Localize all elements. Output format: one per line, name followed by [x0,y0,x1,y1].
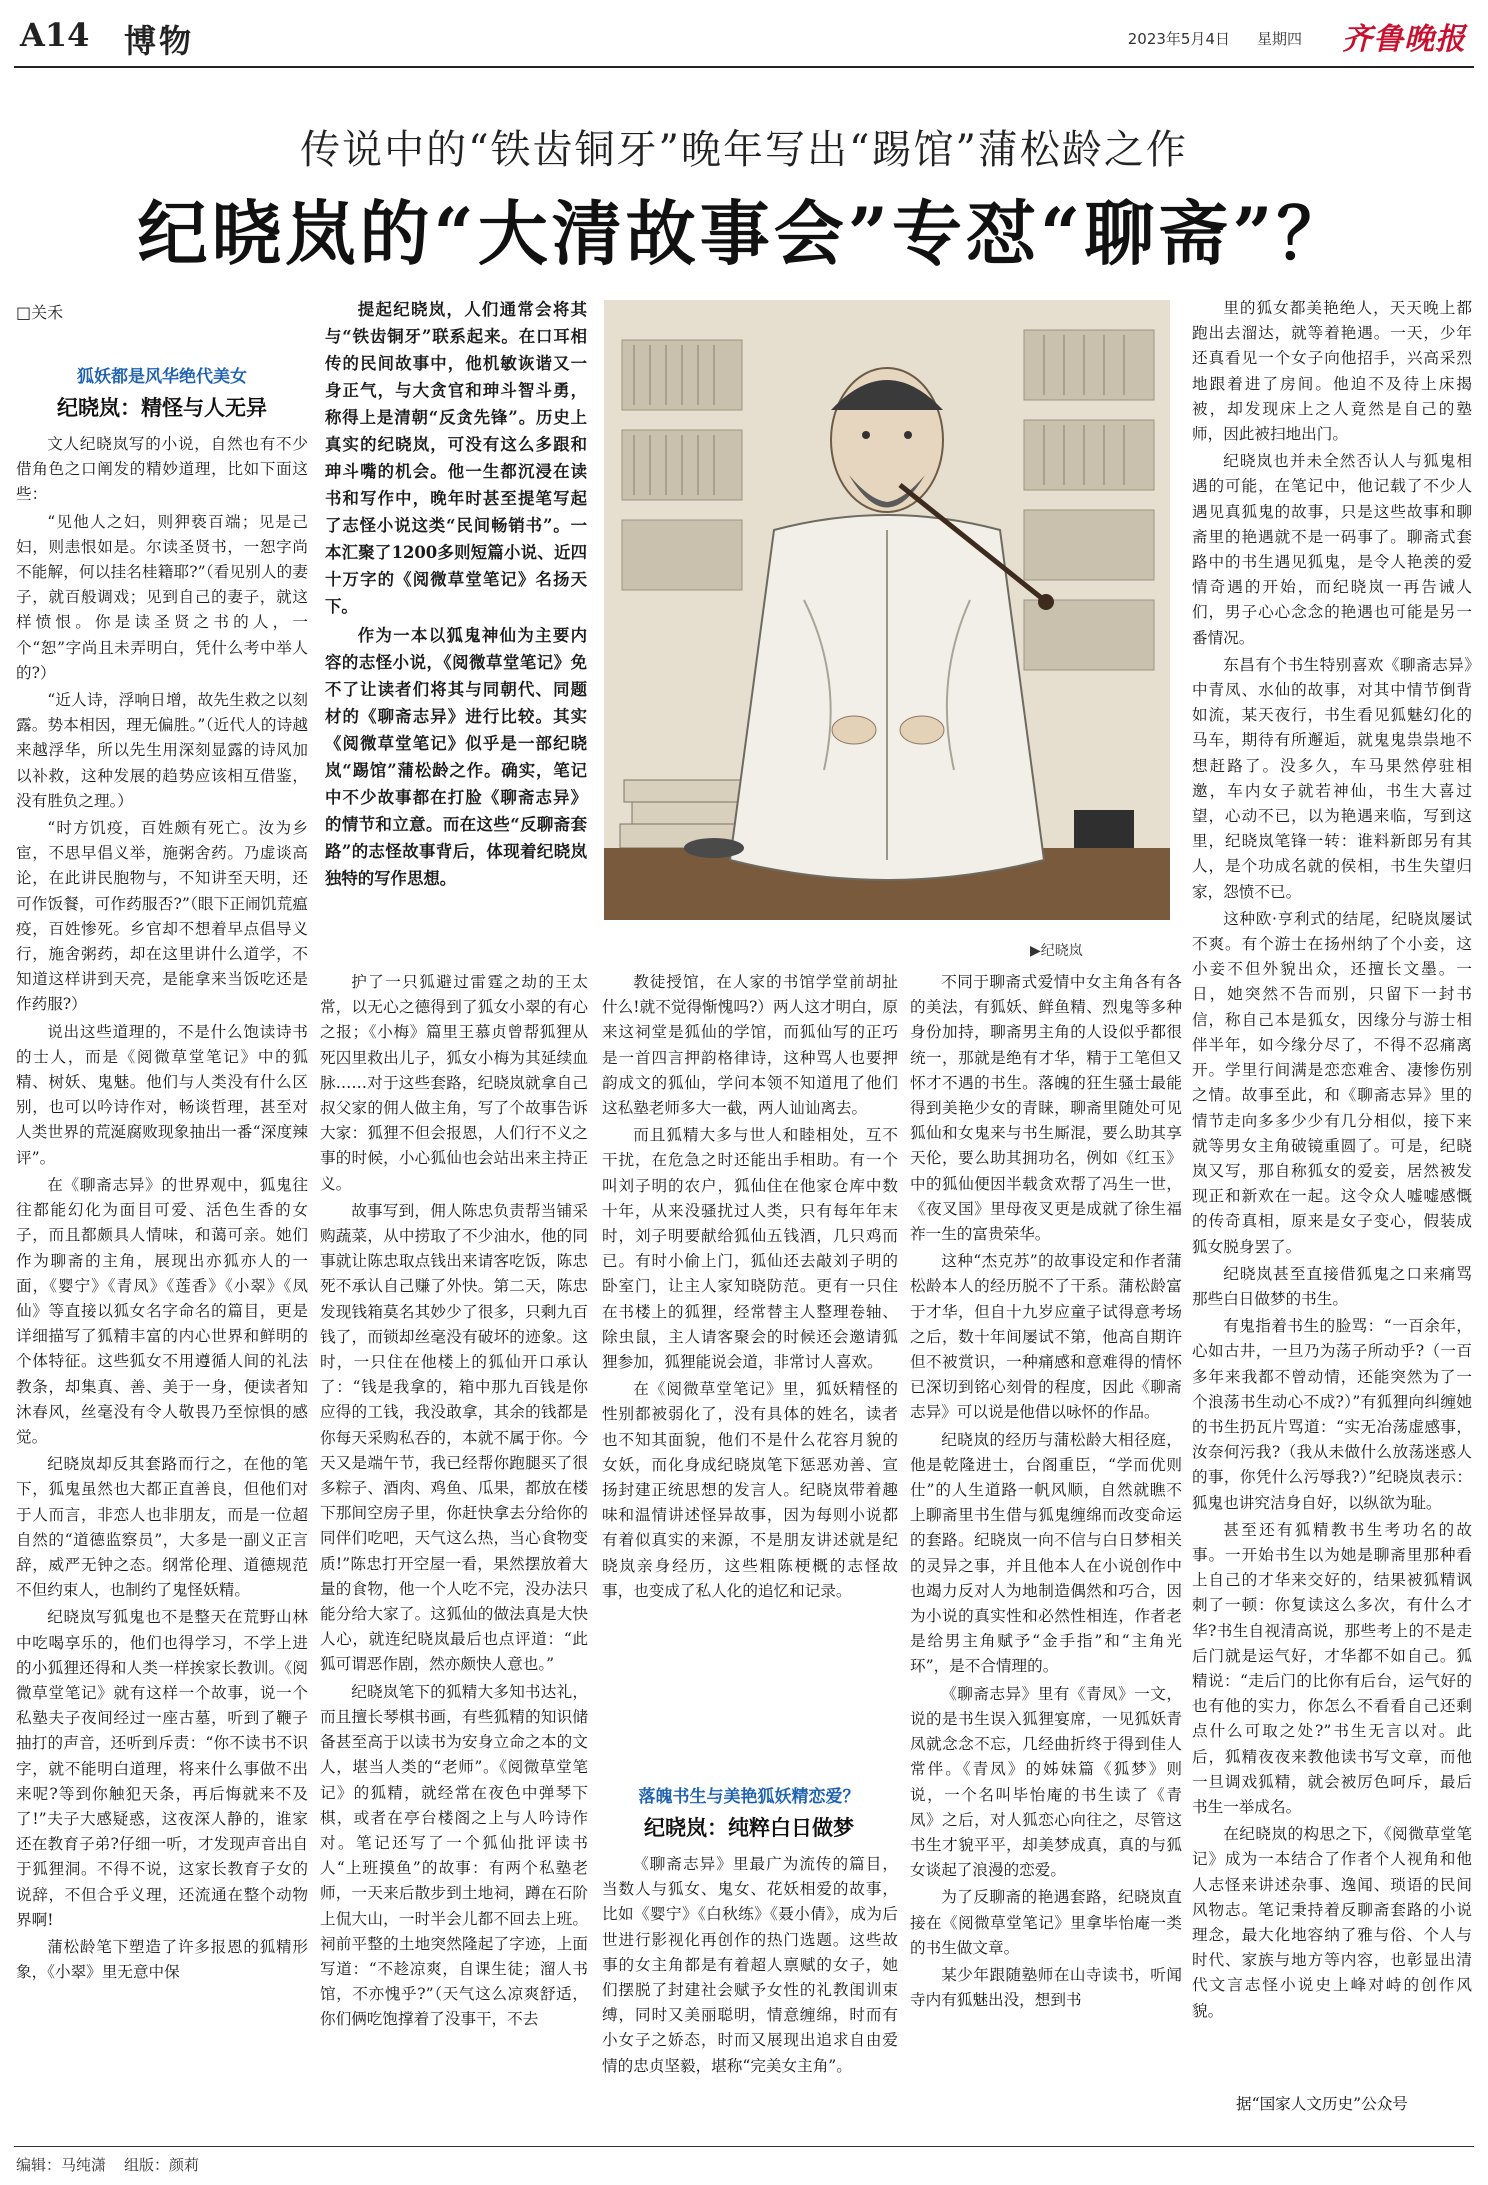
article-source: 据“国家人文历史”公众号 [1236,2095,1408,2113]
paragraph: 甚至还有狐精教书生考功名的故事。一开始书生以为她是聊斋里那种看上自己的才华来交好的，结果被狐精讽刺了一顿：你复读这么多次，有什么才华?书生自视清高说，那些考上的不是走后门就是运气好，才华都不如自己。狐精说：“走后门的比你有后台，运气好的也有他的实力，你怎么不看看自己还剩点什么可取之处?”书生无言以对。此后，狐精夜夜来教他读书写文章，而他一旦调戏狐精，就会被厉色呵斥，最后书生一举成名。 [1192,1520,1472,1816]
article-intro [325,296,587,936]
photo-caption: ▶纪晓岚 [1030,943,1083,959]
paragraph: 《聊斋志异》里最广为流传的篇目，当数人与狐女、鬼女、花妖相爱的故事，比如《婴宁》《白秋练》《聂小倩》，成为后世进行影视化再创作的热门选题。这些故事的女主角都是有着超人禀赋的女子，她们摆脱了封建社会赋予女性的礼教闺训束缚，同时又美丽聪明，情意缠绵，时而有小女子之娇态，时而又展现出追求自由爱情的忠贞坚毅，堪称“完美女主角”。 [602,1855,898,2075]
portrait-illustration [604,300,1170,920]
paragraph: 《聊斋志异》里有《青凤》一文，说的是书生误入狐狸宴席，一见狐妖青凤就念念不忘，几经曲折终于得到佳人常伴。《青凤》的姊妹篇《狐梦》则说，一个名叫毕怡庵的书生读了《青凤》之后，对人狐恋心向往之，尽管这书生才貌平平，却美梦成真，真的与狐女谈起了浪漫的恋爱。 [910,1684,1182,1880]
article-column-4 [910,970,1182,2140]
paragraph: 里的狐女都美艳绝人，天天晚上都跑出去溜达，就等着艳遇。一天，少年还真看见一个女子向他招手，兴高采烈地跟着进了房间。他迫不及待上床揭被，却发现床上之人竟然是自己的塾师，因此被扫地出门。 [1192,299,1472,444]
intro-paragraph: 作为一本以狐鬼神仙为主要内容的志怪小说，《阅微草堂笔记》免不了让读者们将其与同朝代、同题材的《聊斋志异》进行比较。其实《阅微草堂笔记》似乎是一部纪晓岚“踢馆”蒲松龄之作。确实，笔记中不少故事都在打脸《聊斋志异》的情节和立意。而在这些“反聊斋套路”的志怪故事背后，体现着纪晓岚独特的写作思想。 [325,626,587,888]
paragraph: 纪晓岚也并未全然否认人与狐鬼相遇的可能，在笔记中，他记载了不少人遇见真狐鬼的故事，只是这些故事和聊斋里的艳遇就不是一码事了。聊斋式套路中的书生遇见狐鬼，是令人艳羡的爱情奇遇的开始，而纪晓岚一再告诫人们，男子心心念念的艳遇也可能是另一番情况。 [1192,452,1472,647]
intro-paragraph: 提起纪晓岚，人们通常会将其与“铁齿铜牙”联系起来。在口耳相传的民间故事中，他机敏诙谐又一身正气，与大贪官和珅斗智斗勇，称得上是清朝“反贪先锋”。历史上真实的纪晓岚，可没有这么多跟和珅斗嘴的机会。他一生都沉浸在读书和写作中，晚年时甚至提笔写起了志怪小说这类“民间畅销书”。一本汇聚了1200多则短篇小说、近四十万字的《阅微草堂笔记》名扬天下。 [325,300,587,616]
paragraph: 在纪晓岚的构思之下，《阅微草堂笔记》成为一本结合了作者个人视角和他人志怪来讲述杂事、逸闻、琐语的民间风物志。笔记秉持着反聊斋套路的小说理念，最大化地容纳了雅与俗、个人与时代、家族与地方等内容，也彰显出清代文言志怪小说史上峰对峙的创作风貌。 [1192,1825,1472,2020]
headline: 纪晓岚的“大清故事会”专怼“聊斋”？ [137,192,1351,275]
section-kicker-2: 落魄书生与美艳狐妖精恋爱？ [638,1787,860,1807]
article-column-3 [602,970,898,1770]
paragraph: 纪晓岚的经历与蒲松龄大相径庭，他是乾隆进士，台阁重臣，“学而优则仕”的人生道路一帆风顺，自然就瞧不上聊斋里书生借与狐鬼缠绵而改变命运的套路。纪晓岚一向不信与白日梦相关的灵异之事，并且他本人在小说创作中也竭力反对人为地制造偶然和巧合，因为小说的真实性和必然性相连，作者老是给男主角赋予“金手指”和“主角光环”，是不合情理的。 [910,1430,1182,1676]
masthead [14,10,1474,68]
paragraph: “近人诗，浮响日增，故先生救之以刻露。势本相因，理无偏胜。”（近代人的诗越来越浮华，所以先生用深刻显露的诗风加以补救，这种发展的趋势应该相互借鉴，没有胜负之理。） [16,691,308,810]
paragraph: 纪晓岚甚至直接借狐鬼之口来痛骂那些白日做梦的书生。 [1192,1264,1472,1308]
paragraph: 纪晓岚笔下的狐精大多知书达礼，而且擅长琴棋书画，有些狐精的知识储备甚至高于以读书为安身立命之本的文人，堪当人类的“老师”。《阅微草堂笔记》的狐精，就经常在夜色中弹琴下棋，或者在亭台楼阁之上与人吟诗作对。笔记还写了一个狐仙批评读书人“上班摸鱼”的故事：有两个私塾老师，一天来后散步到土地祠，蹲在石阶上侃大山，一时半会儿都不回去上班。祠前平整的土地突然隆起了字迹，上面写道：“不趁凉爽，自课生徒；溜人书馆，不亦愧乎?”（天气这么凉爽舒适，你们俩吃饱撑着了没事干，不去 [320,1682,588,2029]
section-title-2: 纪晓岚：纯粹白日做梦 [644,1815,854,1840]
article-column-2 [320,970,588,2140]
footer-divider [14,2146,1474,2147]
paragraph: 某少年跟随塾师在山寺读书，听闻寺内有狐魅出没，想到书 [910,1965,1182,2010]
paragraph: 蒲松龄笔下塑造了许多报恩的狐精形象，《小翠》里无意中保 [16,1937,308,1982]
page-number: A14 [20,16,90,54]
section-name: 博物 [124,22,195,60]
paragraph: 纪晓岚却反其套路而行之，在他的笔下，狐鬼虽然也大都正直善良，但他们对于人而言，非恋人也非朋友，而是一位超自然的“道德监察员”，大多是一副义正言辞，威严无钟之态。纲常伦理、道德规范不但约束人，也制约了鬼怪妖精。 [16,1455,308,1600]
paragraph: “见他人之妇，则狎亵百端；见是己妇，则恚恨如是。尔读圣贤书，一恕字尚不能解，何以挂名桂籍耶?”（看见别人的妻子，就百般调戏；见到自己的妻子，就这样愤恨。你是读圣贤之书的人，一个“恕”字尚且未弄明白，凭什么考中举人的?） [16,512,308,682]
portrait-image [604,300,1170,920]
paragraph: 说出这些道理的，不是什么饱读诗书的士人，而是《阅微草堂笔记》中的狐精、树妖、鬼魅。他们与人类没有什么区别，也可以吟诗作对，畅谈哲理，甚至对人类世界的荒涎腐败现象抽出一番“深度辣评”。 [16,1022,308,1167]
byline: □关禾 [16,303,64,322]
newspaper-logo: 齐鲁晚报 [1342,22,1466,57]
paragraph: 在《聊斋志异》的世界观中，狐鬼往往都能幻化为面目可爱、活色生香的女子，而且都颇具人情味，和蔼可亲。她们作为聊斋的主角，展现出亦狐亦人的一面，《婴宁》《青凤》《莲香》《小翠》《凤仙》等直接以狐女名字命名的篇目，更是详细描写了狐精丰富的内心世界和鲜明的个体特征。这些狐女不用遵循人间的礼法教条，却集真、善、美于一身，便读者知沐春风，丝毫没有令人敬畏乃至惊惧的感觉。 [16,1175,308,1446]
paragraph: 不同于聊斋式爱情中女主角各有各的美法，有狐妖、鲜鱼精、烈鬼等多种身份加持，聊斋男主角的人设似乎都很统一，那就是绝有才华，精于工笔但又怀才不遇的书生。落魄的狂生骚士最能得到美艳少女的青睐，聊斋里随处可见狐仙和女鬼来与书生厮混，要么助其享天伦，要么助其拥功名，例如《红玉》中的狐仙便因半载贪欢帮了冯生一世，《夜叉国》里母夜叉更是成就了徐生福祚一生的富贵荣华。 [910,973,1182,1244]
article-column-5 [1192,296,1472,2086]
issue-weekday: 星期四 [1256,30,1302,48]
subheadline: 传说中的“铁齿铜牙”晚年写出“踢馆”蒲松龄之作 [300,127,1188,173]
paragraph: 文人纪晓岚写的小说，自然也有不少借角色之口阐发的精妙道理，比如下面这些： [16,435,308,504]
article-column-1 [16,432,308,2140]
paragraph: “时方饥疫，百姓颇有死亡。汝为乡宦，不思早倡义举，施粥舍药。乃虚谈高论，在此讲民胞物与，不知讲至天明，还可作饭餐，可作药服否?”（眼下正闹饥荒瘟疫，百姓惨死。乡官却不想着早点倡导义行，施舍粥药，却在这里讲什么道学，不知道这样讲到天亮，是能拿来当饭吃还是作药服?） [16,819,308,1014]
paragraph: 护了一只狐避过雷霆之劫的王太常，以无心之德得到了狐女小翠的有心之报；《小梅》篇里王慕贞曾帮狐狸从死囚里救出儿子，狐女小梅为其延续血脉……对于这些套路，纪晓岚就拿自己叔父家的佣人做主角，写了个故事告诉大家：狐狸不但会报恩，人们行不义之事的时候，小心狐仙也会站出来主持正义。 [320,973,588,1193]
issue-date: 2023年5月4日 [1127,30,1230,48]
section-kicker-1: 狐妖都是风华绝代美女 [77,367,247,387]
paragraph: 东昌有个书生特别喜欢《聊斋志异》中青凤、水仙的故事，对其中情节倒背如流，某天夜行，书生看见狐魅幻化的马车，期待有所邂逅，就鬼鬼祟祟地不想赶路了。没多久，车马果然停驻相邀，车内女子就若神仙，书生大喜过望，心动不已，以为艳遇来临，写到这里，纪晓岚笔锋一转：谁料新郎另有其人，是个功成名就的侯相，书生失望归家，怨愤不已。 [1192,655,1472,901]
paragraph: 在《阅微草堂笔记》里，狐妖精怪的性别都被弱化了，没有具体的姓名，读者也不知其面貌，他们不是什么花容月貌的女妖，而化身成纪晓岚笔下惩恶劝善、宣扬封建正统思想的发言人。纪晓岚带着趣味和温情讲述怪异故事，因为每则小说都有着似真实的来源，不是朋友讲述就是纪晓岚亲身经历，这些粗陈梗概的志怪故事，也变成了私人化的追忆和记录。 [602,1380,898,1600]
paragraph: 教徒授馆，在人家的书馆学堂前胡扯什么!就不觉得惭愧吗?）两人这才明白，原来这祠堂是狐仙的学馆，而狐仙写的正巧是一首四言押韵格律诗，这种骂人也要押韵成文的狐仙，学问本领不知道甩了他们这私塾老师多大一截，两人讪讪离去。 [602,973,898,1118]
paragraph: 而且狐精大多与世人和睦相处，互不干扰，在危急之时还能出手相助。有一个叫刘子明的农户，狐仙住在他家仓库中数十年，从来没骚扰过人类，只有每年年末时，刘子明要献给狐仙五钱酒，几只鸡而已。有时小偷上门，狐仙还去敲刘子明的卧室门，让主人家知晓防范。更有一只住在书楼上的狐狸，经常替主人整理卷轴、除虫鼠，主人请客聚会的时候还会邀请狐狸参加，狐狸能说会道，非常讨人喜欢。 [602,1126,898,1372]
footer-editor: 编辑：马纯潇 [16,2156,107,2174]
paragraph: 有鬼指着书生的脸骂：“一百余年，心如古井，一旦乃为荡子所动乎?（一百多年来我都不曾动情，还能突然为了一个浪荡书生动心不成?）”有狐狸向纠缠她的书生扔瓦片骂道：“实无冶荡虚感事，汝奈何污我?（我从未做什么放荡迷惑人的事，你凭什么污辱我?）”纪晓岚表示：狐鬼也讲究洁身自好，以纵欲为耻。 [1192,1317,1472,1512]
paragraph: 为了反聊斋的艳遇套路，纪晓岚直接在《阅微草堂笔记》里拿毕怡庵一类的书生做文章。 [910,1888,1182,1957]
section-title-1: 纪晓岚：精怪与人无异 [57,395,267,420]
footer-layout: 组版：颜莉 [124,2156,200,2174]
paragraph: 这种欧·亨利式的结尾，纪晓岚屡试不爽。有个游士在扬州纳了个小妾，这小妾不但外貌出众，还擅长文墨。一日，她突然不告而别，只留下一封书信，称自己本是狐女，因缘分与游士相伴半年，如今缘分尽了，不得不忍痛离开。学里行间满是恋恋难舍、凄惨伤别之情。故事至此，和《聊斋志异》里的情节走向多多少少有几分相似，接下来就等男女主角破镜重圆了。可是，纪晓岚又写，那自称狐女的爱妾，居然被发现正和新欢在一起。这令众人嘘嘘感慨的传奇真相，原来是女子变心，假装成狐女脱身罢了。 [1192,909,1472,1256]
paragraph: 故事写到，佣人陈忠负责帮当铺采购蔬菜，从中捞取了不少油水，他的同事就让陈忠取点钱出来请客吃饭，陈忠死不承认自己赚了外快。第二天，陈忠发现钱箱莫名其妙少了很多，只剩九百钱了，而锁却丝毫没有破坏的迹象。这时，一只住在他楼上的狐仙开口承认了：“钱是我拿的，箱中那九百钱是你应得的工钱，我没敢拿，其余的钱都是你每天采购私吞的，本就不属于你。今天又是端午节，我已经帮你跑腿买了很多粽子、酒肉、鸡鱼、瓜果，都放在楼下那间空房子里，你赶快拿去分给你的同伴们吃吧，天气这么热，当心食物变质!”陈忠打开空屋一看，果然摆放着大量的食物，他一个人吃不完，没办法只能分给大家了。这狐仙的做法真是大快人心，就连纪晓岚最后也点评道：“此狐可谓恶作剧，然亦颇快人意也。” [320,1201,588,1674]
paragraph: 纪晓岚写狐鬼也不是整天在荒野山林中吃喝享乐的，他们也得学习，不学上进的小狐狸还得和人类一样挨家长教训。《阅微草堂笔记》就有这样一个故事，说一个私塾夫子夜间经过一座古墓，听到了鞭子抽打的声音，还听到斥责：“你不读书不识字，就不能明白道理，将来什么事做不出来呢?等到你触犯天条，再后悔就来不及了!”夫子大感疑惑，这夜深人静的，谁家还在教育子弟?仔细一听，才发现声音出自于狐狸洞。不得不说，这家长教育子女的说辞，不但合乎义理，还流通在整个动物界啊! [16,1608,308,1929]
article-column-3-lower [602,1852,898,2140]
paragraph: 这种“杰克苏”的故事设定和作者蒲松龄本人的经历脱不了干系。蒲松龄富于才华，但自十九岁应童子试得意考场之后，数十年间屡试不第，他高自期许但不被赏识，一种痛感和意难得的情怀已深切到铭心刻骨的程度，因此《聊斋志异》可以说是他借以咏怀的作品。 [910,1252,1182,1422]
